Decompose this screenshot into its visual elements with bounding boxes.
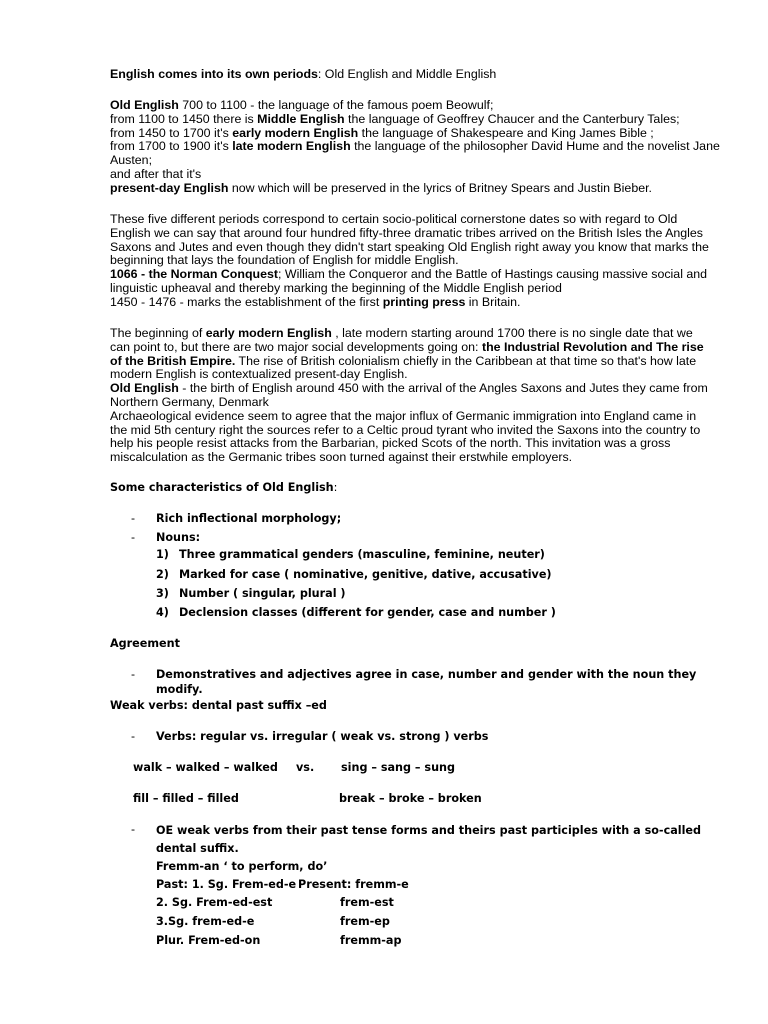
list-item: Number ( singular, plural ) (179, 587, 346, 600)
list-item: OE weak verbs from their past tense forms and theirs past participles with a so-called dental suffix. (156, 824, 702, 855)
old-english-line (110, 382, 714, 410)
text-mid: , late modern starting around 1700 there is no single date that we can point to, but there are two major social developments going on: (110, 326, 693, 354)
characteristics-heading (110, 480, 337, 495)
list-number: 1) (156, 548, 169, 561)
list-item: Three grammatical genders (masculine, feminine, neuter) (179, 548, 545, 561)
text-pre: The beginning of (110, 326, 206, 340)
period-text: the language of Shakespeare and King James Bible ; (358, 125, 654, 140)
period-line (110, 168, 722, 182)
period-name: late modern English (232, 139, 351, 154)
list-number: 4) (156, 606, 169, 619)
period-text: 700 to 1100 - the language of the famous poem Beowulf; (178, 98, 494, 112)
list-item: Rich inflectional morphology; (156, 512, 342, 525)
printing-pre: 1450 - 1476 - marks the establishment of the first (110, 294, 383, 309)
paradigm-past: Plur. Frem-ed-on (156, 934, 261, 947)
agreement-title: Agreement (110, 637, 180, 650)
early-modern-paragraph (110, 327, 714, 465)
paradigm-present: Present: fremm-e (298, 878, 409, 891)
bullet-dash: - (131, 823, 136, 836)
verb-example: sing – sang – sung (341, 761, 456, 774)
printing-bold: printing press (382, 294, 466, 309)
document-heading (110, 68, 720, 82)
text-post: The rise of British colonialism chiefly in the Caribbean at that time so that's how late modern English is contextualized present-day English. (110, 353, 697, 382)
paragraph-text: These five different periods correspond to certain socio-political cornerstone dates so with regard to Old English we can say that around four hundred fifty-three dramatic tribes arrived on the British Isles the Angles Saxons and Jutes and even though they didn't start speaking Old English right away you know that marks the beginning that lays the foundation of English for middle English. (110, 212, 709, 268)
list-item: Marked for case ( nominative, genitive, dative, accusative) (179, 568, 552, 581)
conquest-text: ; William the Conqueror and the Battle of Hastings causing massive social and linguistic upheaval and thereby marking the beginning of the Middle English period (110, 267, 708, 295)
characteristics-colon: : (333, 481, 338, 494)
periods-dates-paragraph (110, 213, 712, 310)
periods-paragraph (110, 99, 722, 196)
verb-example: fill – filled – filled (133, 792, 239, 805)
list-item: Nouns: (156, 531, 201, 544)
period-line (110, 127, 722, 141)
bullet-dash: - (131, 531, 136, 544)
early-modern-text (110, 327, 714, 382)
old-english-bold: Old English (110, 381, 179, 396)
list-number: 2) (156, 568, 169, 581)
paradigm-past: Past: 1. Sg. Frem-ed-e (156, 878, 297, 891)
paradigm-present: fremm-ap (340, 934, 402, 947)
printing-post: in Britain. (465, 294, 521, 309)
period-line (110, 140, 722, 168)
period-pre: from 1700 to 1900 it's (110, 139, 233, 154)
period-name: present-day English (110, 180, 229, 195)
bullet-dash: - (131, 730, 136, 743)
weak-verbs-title: Weak verbs: dental past suffix –ed (110, 699, 327, 712)
period-text: the language of the philosopher David Hume and the novelist Jane Austen; (110, 139, 720, 168)
printing-line (110, 296, 712, 310)
archaeological-text: Archaeological evidence seem to agree that the major influx of Germanic immigration into England came in the mid 5th century right the sources refer to a Celtic proud tyrant who invited the Saxons into the country to help his people resist attacks from the Barbarian, picked Scots of the north. This invitation was a gross miscalculation as the Germanic tribes soon turned against their erstwhile employers. (110, 408, 701, 465)
period-line (110, 113, 722, 127)
revolution-bold: the Industrial Revolution and The rise of the British Empire. (110, 339, 704, 368)
list-number: 3) (156, 587, 169, 600)
conquest-line (110, 268, 712, 296)
verb-example-vs: vs. (296, 761, 315, 774)
conquest-bold: 1066 - the Norman Conquest (110, 267, 278, 282)
paradigm-past: 3.Sg. frem-ed-e (156, 915, 255, 928)
characteristics-title: Some characteristics of Old English (110, 481, 334, 494)
fremm-definition: Fremm-an ‘ to perform, do’ (156, 860, 328, 873)
list-item: Verbs: regular vs. irregular ( weak vs. strong ) verbs (156, 730, 489, 743)
period-pre: and after that it's (110, 166, 202, 181)
verb-example: break – broke – broken (339, 792, 482, 805)
early-modern-bold: early modern English (205, 326, 332, 340)
period-text: now which will be preserved in the lyrics of Britney Spears and Justin Bieber. (228, 180, 652, 195)
list-item: Declension classes (different for gender, case and number ) (179, 606, 556, 619)
bullet-dash: - (131, 668, 136, 681)
list-item: Demonstratives and adjectives agree in case, number and gender with the noun they modify. (156, 668, 697, 696)
bullet-dash: - (131, 512, 136, 525)
heading-bold: English comes into its own periods (110, 67, 318, 81)
heading-rest: : Old English and Middle English (317, 67, 497, 81)
period-name: Old English (110, 98, 179, 112)
period-pre: from 1100 to 1450 there is (110, 111, 258, 126)
period-line (110, 99, 722, 113)
paradigm-past: 2. Sg. Frem-ed-est (156, 896, 273, 909)
paradigm-present: frem-est (340, 896, 394, 909)
old-english-text: - the birth of English around 450 with the arrival of the Angles Saxons and Jutes they came from Northern Germany, Denmark (110, 381, 708, 409)
period-line (110, 182, 722, 196)
period-text: the language of Geoffrey Chaucer and the Canterbury Tales; (344, 111, 680, 126)
period-name: Middle English (257, 111, 345, 126)
period-name: early modern English (232, 125, 359, 140)
period-pre: from 1450 to 1700 it's (110, 125, 233, 140)
verb-example: walk – walked – walked (133, 761, 278, 774)
paradigm-present: frem-ep (340, 915, 390, 928)
